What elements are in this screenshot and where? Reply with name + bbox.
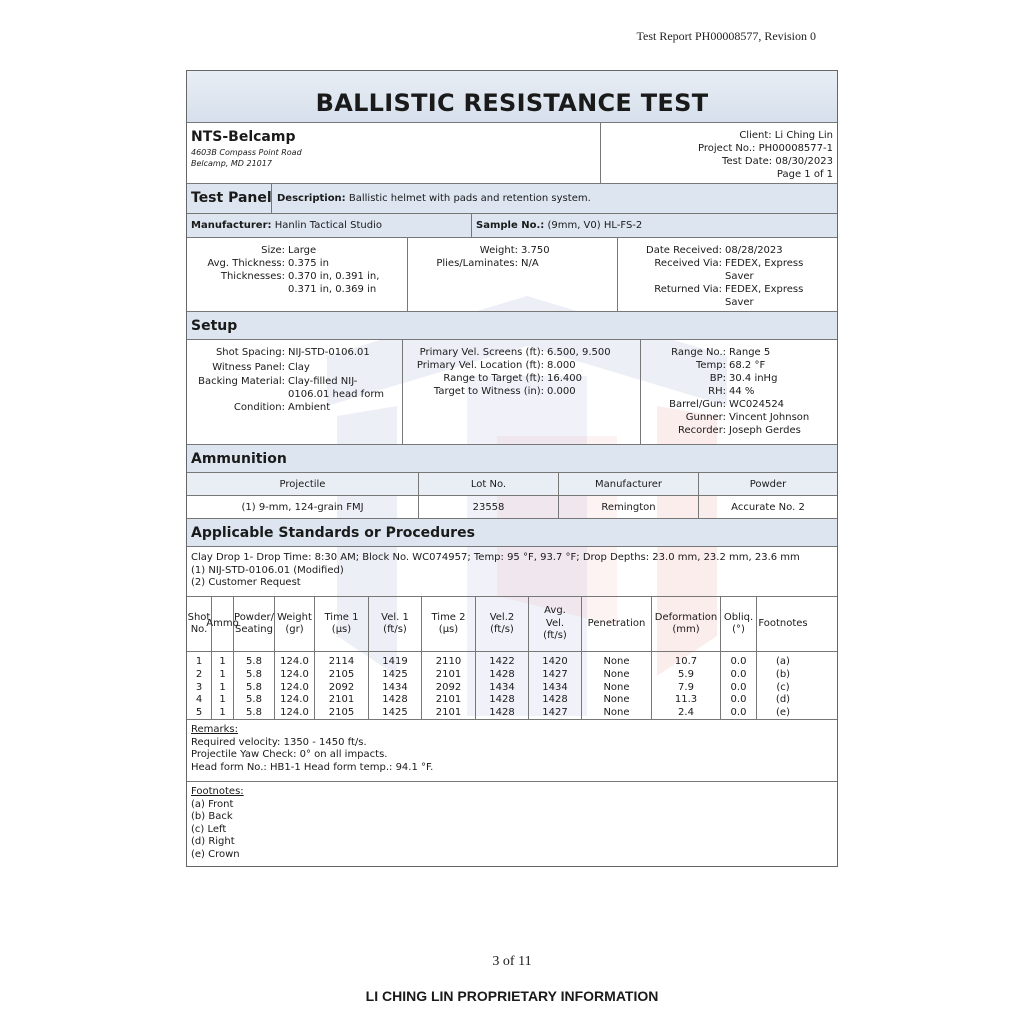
shot-column-avg-vel bbox=[529, 652, 582, 719]
rh-label: RH: bbox=[708, 386, 726, 397]
shot-cell: None bbox=[603, 656, 630, 667]
remarks-line: Projectile Yaw Check: 0° on all impacts. bbox=[191, 749, 388, 760]
lab-address-line1: 4603B Compass Point Road bbox=[191, 148, 302, 157]
shot-cell: 5.8 bbox=[246, 707, 262, 719]
primary-location-label: Primary Vel. Location (ft): bbox=[416, 360, 544, 371]
bp-label: BP: bbox=[709, 373, 726, 384]
shot-header-avg-vel bbox=[529, 597, 582, 651]
shot-cell: 1427 bbox=[542, 707, 568, 719]
shot-header-deformation bbox=[652, 597, 721, 651]
shot-cell: 124.0 bbox=[280, 681, 309, 693]
shot-cell: 0.0 bbox=[730, 656, 747, 667]
shot-column-time-2 bbox=[422, 652, 476, 719]
shot-cell: 2.4 bbox=[678, 707, 694, 719]
range-no-value: Range 5 bbox=[729, 347, 771, 358]
shot-header-text: Deformation bbox=[654, 611, 718, 623]
shot-cell: 5.8 bbox=[246, 656, 262, 667]
backing-material-value-1: Clay-filled NIJ- bbox=[288, 376, 358, 387]
shot-cell: 1428 bbox=[489, 694, 515, 706]
shot-header-text: (µs) bbox=[438, 624, 459, 635]
primary-screens-label: Primary Vel. Screens (ft): bbox=[419, 347, 544, 358]
shot-cell: 1425 bbox=[382, 668, 408, 680]
shot-cell: 1 bbox=[219, 707, 226, 719]
shot-cell: 0.0 bbox=[730, 668, 747, 680]
condition-value: Ambient bbox=[288, 402, 331, 413]
shot-header-text: (gr) bbox=[285, 624, 304, 635]
ammo-projectile: (1) 9-mm, 124-grain FMJ bbox=[187, 496, 419, 518]
returned-via-value-1: FEDEX, Express bbox=[725, 284, 804, 295]
shot-column-penetration bbox=[582, 652, 652, 719]
shot-cell: 1428 bbox=[542, 694, 568, 706]
footnote-item: (b) Back bbox=[191, 811, 233, 822]
page-number: 3 of 11 bbox=[492, 954, 532, 969]
shot-cell: 2105 bbox=[328, 707, 355, 719]
ammo-lot: 23558 bbox=[419, 496, 559, 518]
panel-shipping bbox=[617, 238, 838, 311]
plies-label: Plies/Laminates: bbox=[436, 258, 518, 269]
shot-cell: 7.9 bbox=[678, 681, 694, 693]
target-to-witness-value: 0.000 bbox=[547, 386, 576, 397]
shot-cell: 1 bbox=[219, 681, 226, 693]
ammunition-header-row bbox=[187, 473, 837, 496]
shot-cell: 4 bbox=[195, 694, 203, 706]
footnote-item: (c) Left bbox=[191, 823, 227, 835]
shot-header-text: (µs) bbox=[331, 624, 352, 635]
shot-cell: 2101 bbox=[328, 694, 355, 706]
shot-header-text: (ft/s) bbox=[543, 630, 567, 642]
shot-cell: 0.0 bbox=[730, 694, 747, 706]
gunner-value: Vincent Johnson bbox=[729, 412, 810, 423]
rh-value: 44 % bbox=[729, 386, 755, 397]
description-value: Ballistic helmet with pads and retention system. bbox=[348, 193, 591, 204]
shot-table-header bbox=[187, 597, 837, 652]
shot-cell: 124.0 bbox=[280, 694, 309, 706]
shot-column-time-1 bbox=[315, 652, 369, 719]
shot-cell: 2114 bbox=[328, 656, 355, 667]
thicknesses-value-2: 0.371 in, 0.369 in bbox=[288, 284, 377, 295]
shot-cell: 2101 bbox=[435, 668, 462, 680]
shot-header-text: Vel.2 bbox=[489, 611, 515, 623]
ammunition-title: Ammunition bbox=[191, 451, 287, 467]
shot-column-footnotes bbox=[757, 652, 809, 719]
shot-column-deformation bbox=[652, 652, 721, 719]
shot-cell: 1434 bbox=[382, 681, 408, 693]
thicknesses-value-1: 0.370 in, 0.391 in, bbox=[288, 271, 380, 282]
standards-details bbox=[187, 547, 837, 597]
test-panel-description bbox=[277, 193, 591, 204]
temp-label: Temp: bbox=[695, 360, 726, 371]
shot-cell: 3 bbox=[195, 681, 203, 693]
shot-spacing-label: Shot Spacing: bbox=[215, 347, 285, 358]
shot-header-time-2 bbox=[422, 597, 476, 651]
barrel-value: WC024524 bbox=[729, 399, 785, 410]
shot-header-text: No. bbox=[190, 624, 208, 635]
shot-cell: 2101 bbox=[435, 694, 462, 706]
remarks-title: Remarks: bbox=[191, 724, 239, 735]
remarks-line: Head form No.: HB1-1 Head form temp.: 94.1 °F. bbox=[191, 761, 434, 773]
shot-column-vel-1 bbox=[369, 652, 422, 719]
footnotes-title: Footnotes: bbox=[191, 786, 244, 797]
shot-column-powder-seating bbox=[234, 652, 275, 719]
ammo-header-manufacturer: Manufacturer bbox=[559, 473, 699, 495]
footnotes-section bbox=[187, 782, 837, 867]
shot-header-text: Shot bbox=[187, 611, 211, 623]
shot-header-text: (°) bbox=[732, 624, 745, 635]
remarks-section bbox=[187, 720, 837, 782]
project-number: Project No.: PH00008577-1 bbox=[698, 143, 833, 154]
shot-column-obliquity bbox=[721, 652, 757, 719]
footnote-item: (a) Front bbox=[191, 798, 234, 810]
report-form bbox=[186, 70, 838, 867]
title-band bbox=[187, 71, 837, 123]
shot-cell: (c) bbox=[776, 681, 790, 693]
shot-header-text: Vel. 1 bbox=[381, 611, 409, 623]
shot-cell: 1428 bbox=[382, 694, 408, 706]
proprietary-notice: LI CHING LIN PROPRIETARY INFORMATION bbox=[365, 988, 659, 1004]
avg-thickness-value: 0.375 in bbox=[288, 258, 329, 269]
shot-cell: 1 bbox=[195, 656, 203, 667]
thicknesses-label: Thicknesses: bbox=[220, 271, 285, 282]
standards-title: Applicable Standards or Procedures bbox=[191, 525, 475, 541]
range-no-label: Range No.: bbox=[671, 347, 726, 358]
shot-cell: 1428 bbox=[489, 707, 515, 719]
shot-column-shot-no bbox=[187, 652, 212, 719]
panel-dimensions bbox=[187, 238, 407, 311]
setup-details bbox=[187, 340, 837, 445]
shot-header-text: Time 2 bbox=[431, 611, 466, 623]
client: Client: Li Ching Lin bbox=[739, 130, 833, 141]
avg-thickness-label: Avg. Thickness: bbox=[207, 258, 285, 269]
shot-cell: None bbox=[603, 681, 630, 693]
page-title: BALLISTIC RESISTANCE TEST bbox=[315, 89, 709, 117]
page-of: Page 1 of 1 bbox=[776, 169, 833, 180]
shot-header-penetration bbox=[582, 597, 652, 651]
date-received-label: Date Received: bbox=[646, 245, 722, 256]
report-id: Test Report PH00008577, Revision 0 bbox=[636, 29, 816, 43]
shot-cell: 1419 bbox=[382, 656, 408, 667]
setup-panel bbox=[187, 340, 402, 444]
shot-header-text: (ft/s) bbox=[490, 624, 514, 635]
shot-header-vel-1 bbox=[369, 597, 422, 651]
shot-cell: 1427 bbox=[542, 668, 568, 680]
witness-panel-label: Witness Panel: bbox=[212, 362, 285, 373]
lab-block bbox=[187, 123, 601, 183]
shot-column-weight bbox=[275, 652, 315, 719]
date-received-value: 08/28/2023 bbox=[725, 245, 783, 256]
shot-cell: 2101 bbox=[435, 707, 462, 719]
shot-header-text: Powder/ bbox=[234, 611, 274, 623]
returned-via-label: Returned Via: bbox=[654, 284, 722, 295]
shot-header-weight bbox=[275, 597, 315, 651]
received-via-label: Received Via: bbox=[654, 258, 722, 269]
shot-cell: 1 bbox=[219, 668, 226, 680]
backing-material-label: Backing Material: bbox=[198, 376, 285, 387]
shot-cell: 1428 bbox=[489, 668, 515, 680]
backing-material-value-2: 0106.01 head form bbox=[288, 389, 384, 400]
panel-weight bbox=[407, 238, 618, 311]
shot-cell: (d) bbox=[775, 694, 791, 706]
setup-range bbox=[640, 340, 838, 444]
lab-address-line2: Belcamp, MD 21017 bbox=[191, 159, 272, 168]
condition-label: Condition: bbox=[233, 402, 285, 413]
shot-cell: 5.8 bbox=[246, 681, 262, 693]
shot-cell: 1425 bbox=[382, 707, 408, 719]
range-to-target-label: Range to Target (ft): bbox=[443, 373, 544, 384]
panel-details bbox=[187, 238, 837, 312]
shot-cell: None bbox=[603, 707, 630, 719]
shot-column-vel-2 bbox=[476, 652, 529, 719]
shot-cell: 2092 bbox=[328, 681, 355, 693]
primary-location-value: 8.000 bbox=[547, 360, 576, 371]
shot-cell: 2 bbox=[195, 668, 203, 680]
shot-cell: 5.9 bbox=[678, 668, 694, 680]
shot-cell: 1434 bbox=[542, 681, 568, 693]
shot-header-obliquity bbox=[721, 597, 757, 651]
shot-cell: 1420 bbox=[542, 656, 568, 667]
shot-header-text: (mm) bbox=[672, 624, 700, 635]
setup-velocity bbox=[402, 340, 641, 444]
standards-line: Clay Drop 1- Drop Time: 8:30 AM; Block No. WC074957; Temp: 95 °F, 93.7 °F; Drop Depths: 23.0 mm, 23.2 mm, 23.6 mm bbox=[191, 552, 800, 563]
ammunition-data-row bbox=[187, 496, 837, 519]
ammo-powder: Accurate No. 2 bbox=[731, 502, 805, 513]
shot-cell: None bbox=[603, 668, 630, 680]
shot-header-text: Vel. bbox=[545, 617, 565, 629]
manufacturer-value: Hanlin Tactical Studio bbox=[274, 220, 382, 231]
project-block bbox=[698, 129, 833, 181]
shot-cell: 124.0 bbox=[280, 707, 309, 719]
shot-cell: 2110 bbox=[435, 656, 462, 667]
weight-label: Weight: bbox=[479, 245, 518, 256]
shot-cell: (a) bbox=[776, 656, 790, 667]
shot-cell: 5 bbox=[195, 707, 203, 719]
shot-cell: 2092 bbox=[435, 681, 462, 693]
barrel-label: Barrel/Gun: bbox=[669, 399, 726, 410]
shot-header-text: Weight bbox=[277, 611, 312, 623]
target-to-witness-label: Target to Witness (in): bbox=[433, 386, 544, 397]
description-label: Description: bbox=[277, 193, 346, 204]
test-panel-title: Test Panel bbox=[191, 190, 272, 206]
shot-header-text: Ammo bbox=[206, 617, 239, 629]
sample-number bbox=[476, 220, 642, 231]
received-via-value-2: Saver bbox=[725, 271, 754, 282]
recorder-value: Joseph Gerdes bbox=[729, 425, 801, 436]
shot-column-ammo bbox=[212, 652, 234, 719]
lab-info bbox=[187, 123, 837, 184]
plies-value: N/A bbox=[521, 258, 539, 269]
sample-label: Sample No.: bbox=[476, 220, 545, 231]
remarks-line: Required velocity: 1350 - 1450 ft/s. bbox=[191, 736, 367, 748]
shot-cell: 1434 bbox=[489, 681, 515, 693]
recorder-label: Recorder: bbox=[677, 425, 726, 436]
shot-header-text: Penetration bbox=[587, 617, 646, 629]
witness-panel-value: Clay bbox=[288, 362, 310, 373]
weight-value: 3.750 bbox=[521, 245, 550, 256]
shot-header-text: (ft/s) bbox=[383, 624, 407, 635]
shot-header-text: Time 1 bbox=[324, 611, 359, 623]
footnote-item: (e) Crown bbox=[191, 848, 240, 860]
manufacturer bbox=[191, 220, 382, 231]
shot-cell: 5.8 bbox=[246, 694, 262, 706]
shot-header-time-1 bbox=[315, 597, 369, 651]
manufacturer-label: Manufacturer: bbox=[191, 220, 272, 231]
shot-cell: 5.8 bbox=[246, 668, 262, 680]
ammo-header-powder: Powder bbox=[749, 479, 787, 490]
shot-cell: 2105 bbox=[328, 668, 355, 680]
shot-header-footnotes bbox=[757, 597, 809, 651]
primary-screens-value: 6.500, 9.500 bbox=[547, 347, 611, 358]
standards-band bbox=[187, 519, 837, 547]
shot-header-ammo bbox=[206, 597, 239, 651]
shot-cell: 1 bbox=[219, 656, 226, 667]
shot-cell: (b) bbox=[775, 668, 791, 680]
shot-header-powder-seating bbox=[234, 597, 275, 651]
temp-value: 68.2 °F bbox=[729, 360, 766, 371]
bp-value: 30.4 inHg bbox=[729, 373, 778, 384]
range-to-target-value: 16.400 bbox=[547, 373, 582, 384]
lab-name: NTS-Belcamp bbox=[191, 129, 296, 145]
footnote-item: (d) Right bbox=[191, 836, 235, 847]
returned-via-value-2: Saver bbox=[725, 297, 754, 308]
shot-cell: 10.7 bbox=[674, 656, 698, 667]
shot-cell: 1 bbox=[219, 694, 226, 706]
size-label: Size: bbox=[261, 245, 285, 256]
shot-table bbox=[187, 597, 837, 720]
shot-cell: 0.0 bbox=[730, 707, 747, 719]
setup-band bbox=[187, 312, 837, 340]
shot-header-text: Obliq. bbox=[723, 611, 754, 623]
shot-cell: 124.0 bbox=[280, 656, 309, 667]
shot-header-text: Footnotes bbox=[758, 617, 808, 629]
ammo-manufacturer: Remington bbox=[559, 496, 699, 518]
shot-cell: 11.3 bbox=[674, 694, 698, 706]
standards-line: (1) NIJ-STD-0106.01 (Modified) bbox=[191, 564, 344, 576]
shot-cell: 124.0 bbox=[280, 668, 309, 680]
shot-cell: 1422 bbox=[489, 656, 515, 667]
sample-value: (9mm, V0) HL-FS-2 bbox=[547, 220, 643, 231]
size-value: Large bbox=[288, 245, 317, 256]
ammunition-band bbox=[187, 445, 837, 473]
shot-cell: None bbox=[603, 694, 630, 706]
shot-spacing-value: NIJ-STD-0106.01 bbox=[288, 347, 370, 358]
shot-cell: 0.0 bbox=[730, 681, 747, 693]
ammo-header-projectile: Projectile bbox=[187, 473, 419, 495]
standards-line: (2) Customer Request bbox=[191, 577, 301, 588]
gunner-label: Gunner: bbox=[685, 412, 726, 423]
shot-header-vel-2 bbox=[476, 597, 529, 651]
shot-header-text: Seating bbox=[234, 624, 273, 635]
setup-title: Setup bbox=[191, 318, 238, 334]
test-panel-band bbox=[187, 184, 837, 214]
shot-header-text: Avg. bbox=[544, 605, 566, 617]
ammo-header-lot: Lot No. bbox=[419, 473, 559, 495]
received-via-value-1: FEDEX, Express bbox=[725, 258, 804, 269]
shot-cell: (e) bbox=[776, 707, 790, 719]
test-date: Test Date: 08/30/2023 bbox=[722, 156, 833, 167]
manufacturer-band bbox=[187, 214, 837, 238]
